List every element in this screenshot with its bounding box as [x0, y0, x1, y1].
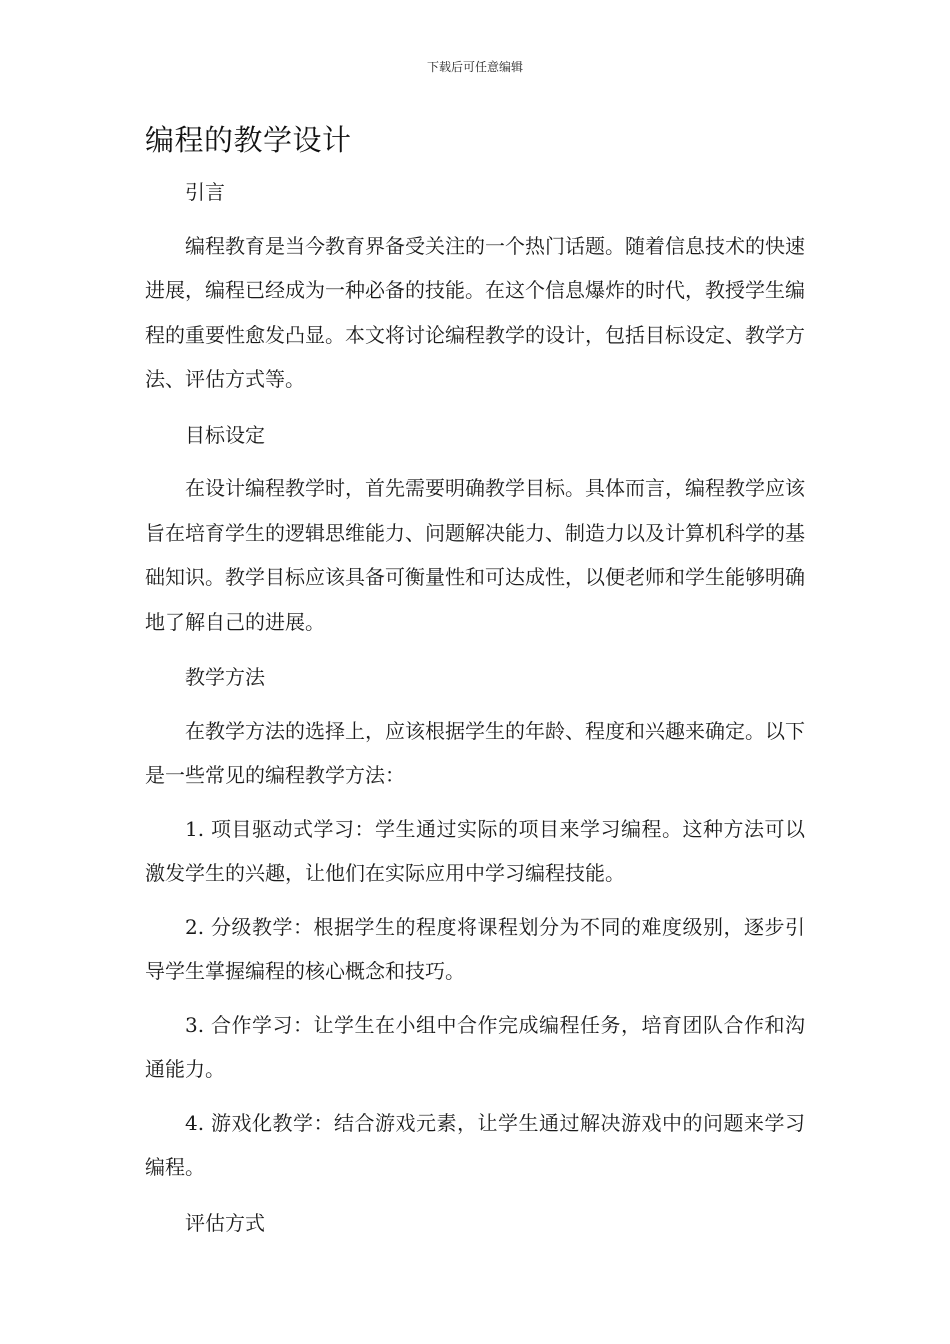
section-heading-evaluation: 评估方式: [185, 1210, 265, 1235]
paragraph-intro: 编程教育是当今教育界备受关注的一个热门话题。随着信息技术的快速进展，编程已经成为一种必备的技能。在这个信息爆炸的时代，教授学生编程的重要性愈发凸显。本文将讨论编程教学的设计，包括目标设定、教学方法、评估方式等。: [145, 233, 805, 391]
section-heading-intro: 引言: [185, 180, 225, 204]
list-item-method-2: 2. 分级教学：根据学生的程度将课程划分为不同的难度级别，逐步引导学生掌握编程的核心概念和技巧。: [145, 914, 805, 983]
list-item-method-1: 1. 项目驱动式学习：学生通过实际的项目来学习编程。这种方法可以激发学生的兴趣，让他们在实际应用中学习编程技能。: [145, 816, 805, 885]
list-item-method-4: 4. 游戏化教学：结合游戏元素，让学生通过解决游戏中的问题来学习编程。: [145, 1110, 805, 1179]
document-title: 编程的教学设计: [145, 123, 352, 157]
paragraph-goals: 在设计编程教学时，首先需要明确教学目标。具体而言，编程教学应该旨在培育学生的逻辑思维能力、问题解决能力、制造力以及计算机科学的基础知识。教学目标应该具备可衡量性和可达成性，以便老师和学生能够明确地了解自己的进展。: [145, 476, 805, 634]
section-heading-goals: 目标设定: [185, 422, 265, 447]
paragraph-methods: 在教学方法的选择上，应该根据学生的年龄、程度和兴趣来确定。以下是一些常见的编程教学方法：: [145, 718, 805, 787]
list-item-method-3: 3. 合作学习：让学生在小组中合作完成编程任务，培育团队合作和沟通能力。: [145, 1012, 805, 1081]
section-heading-methods: 教学方法: [185, 665, 265, 689]
header-note: 下载后可任意编辑: [426, 60, 523, 74]
document-body: [145, 170, 805, 1254]
